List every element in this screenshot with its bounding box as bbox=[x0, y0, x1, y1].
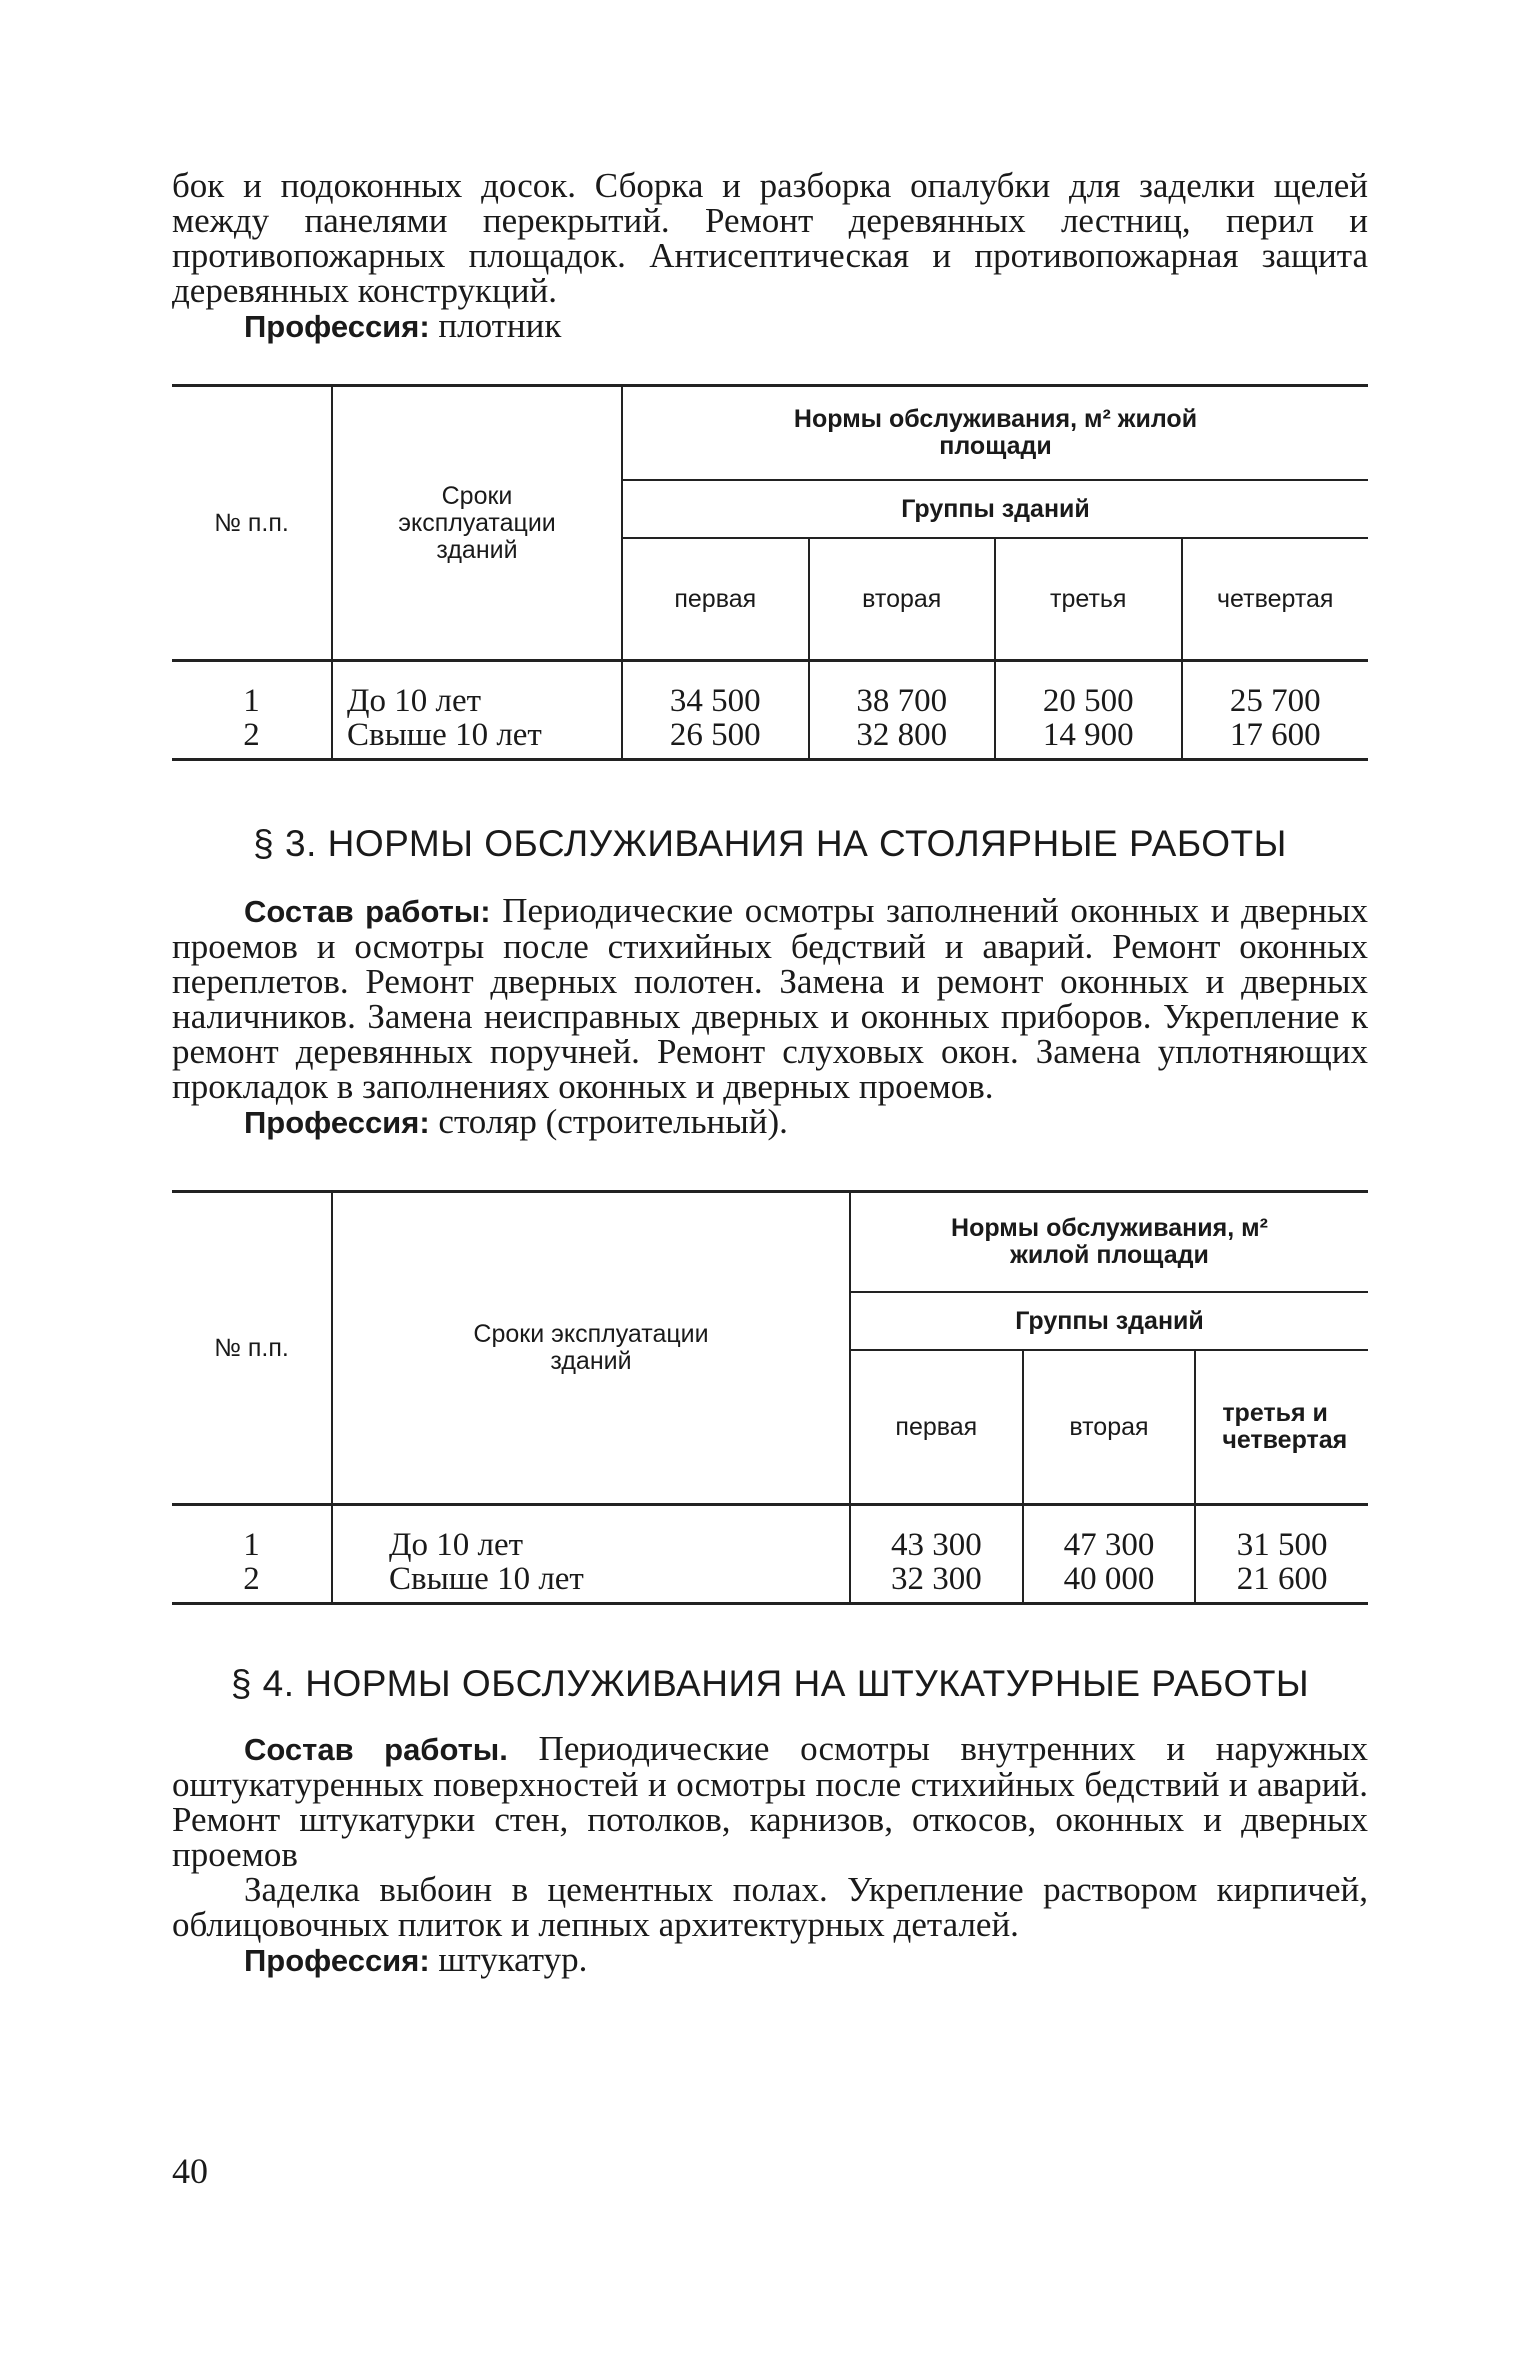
group-header: вторая bbox=[1023, 1350, 1196, 1503]
table-row bbox=[172, 1562, 1368, 1604]
group-header: третья и четвертая bbox=[1195, 1350, 1368, 1503]
work-label: Состав работы. bbox=[244, 1732, 508, 1767]
col-num-header: № п.п. bbox=[214, 508, 289, 537]
row-value: 34 500 bbox=[622, 661, 809, 719]
col-terms-header: Сроки эксплуатации зданий bbox=[332, 386, 622, 660]
norms-table-carpentry bbox=[172, 384, 1368, 761]
work-text: Периодические осмотры внутренних и наружных оштукатуренных поверхностей и осмотры после стихийных бедствий и аварий. Ремонт штукатурки стен, потолков, карнизов, откосов, оконных и дверных проемов bbox=[172, 1729, 1369, 1874]
row-value: 21 600 bbox=[1195, 1562, 1368, 1604]
group-header: четвертая bbox=[1182, 538, 1369, 659]
row-num: 1 bbox=[243, 683, 260, 719]
work-text: Периодические осмотры заполнений оконных и дверных проемов и осмотры после стихийных бедствий и аварий. Ремонт оконных переплетов. Ремонт дверных полотен. Замена и ремонт оконных и дверных наличников. Замена неисправных дверных и оконных приборов. Укрепление к ремонт деревянных поручней. Ремонт слуховых окон. Замена уплотняющих прокладок в заполнениях оконных и дверных проемов. bbox=[172, 891, 1368, 1106]
profession-label: Профессия: bbox=[244, 1105, 430, 1140]
row-value: 32 300 bbox=[850, 1562, 1023, 1604]
row-value: 26 500 bbox=[622, 718, 809, 760]
section-4-profession bbox=[172, 1942, 1368, 1978]
row-value: 47 300 bbox=[1023, 1505, 1196, 1563]
col-terms-header: Сроки эксплуатации зданий bbox=[332, 1192, 850, 1504]
group-header: первая bbox=[622, 538, 809, 659]
row-term: Свыше 10 лет bbox=[332, 1562, 850, 1604]
group-header: первая bbox=[850, 1350, 1023, 1503]
col-norms-header: Нормы обслуживания, м² жилой площади bbox=[850, 1192, 1368, 1293]
profession-label: Профессия: bbox=[244, 309, 430, 344]
profession-value: столяр (строительный). bbox=[438, 1102, 788, 1141]
col-num-header: № п.п. bbox=[214, 1333, 289, 1362]
row-value: 25 700 bbox=[1182, 661, 1369, 719]
row-term: До 10 лет bbox=[332, 1505, 850, 1563]
section-4-heading: § 4. НОРМЫ ОБСЛУЖИВАНИЯ НА ШТУКАТУРНЫЕ РАБОТЫ bbox=[230, 1663, 1310, 1704]
profession-value: штукатур. bbox=[438, 1940, 588, 1979]
section-4-work bbox=[172, 1731, 1368, 1872]
row-num: 1 bbox=[243, 1527, 260, 1563]
row-value: 31 500 bbox=[1195, 1505, 1368, 1563]
col-groups-header: Группы зданий bbox=[850, 1292, 1368, 1350]
row-value: 32 800 bbox=[809, 718, 996, 760]
row-value: 20 500 bbox=[995, 661, 1182, 719]
work-label: Состав работы: bbox=[244, 894, 491, 929]
table-row bbox=[172, 718, 1368, 760]
section-3-profession bbox=[172, 1104, 1368, 1140]
col-groups-header: Группы зданий bbox=[622, 480, 1368, 538]
row-num: 2 bbox=[243, 1561, 260, 1597]
row-value: 40 000 bbox=[1023, 1562, 1196, 1604]
row-value: 43 300 bbox=[850, 1505, 1023, 1563]
col-norms-header: Нормы обслуживания, м² жилой площади bbox=[622, 386, 1368, 481]
intro-paragraph: бок и подоконных досок. Сборка и разборка опалубки для заделки щелей между панелями перекрытий. Ремонт деревянных лестниц, перил и противопожарных площадок. Антисептическая и противопожарная защита деревянных конструкций. bbox=[172, 166, 1368, 310]
group-header: вторая bbox=[809, 538, 996, 659]
group-header: третья bbox=[995, 538, 1182, 659]
row-term: До 10 лет bbox=[332, 661, 622, 719]
norms-table-joinery bbox=[172, 1190, 1368, 1605]
section-3-work bbox=[172, 893, 1368, 1104]
row-num: 2 bbox=[243, 717, 260, 753]
section-4-extra: Заделка выбоин в цементных полах. Укрепление раствором кирпичей, облицовочных плиток и лепных архитектурных деталей. bbox=[172, 1870, 1368, 1944]
page-content bbox=[172, 168, 1368, 1978]
intro-profession bbox=[172, 308, 1368, 344]
profession-label: Профессия: bbox=[244, 1943, 430, 1978]
table-row bbox=[172, 1505, 1368, 1563]
row-value: 14 900 bbox=[995, 718, 1182, 760]
row-term: Свыше 10 лет bbox=[332, 718, 622, 760]
row-value: 38 700 bbox=[809, 661, 996, 719]
page-number: 40 bbox=[172, 2151, 208, 2191]
section-3-heading: § 3. НОРМЫ ОБСЛУЖИВАНИЯ НА СТОЛЯРНЫЕ РАБОТЫ bbox=[253, 823, 1287, 864]
profession-value: плотник bbox=[438, 306, 562, 345]
table-row bbox=[172, 661, 1368, 719]
row-value: 17 600 bbox=[1182, 718, 1369, 760]
